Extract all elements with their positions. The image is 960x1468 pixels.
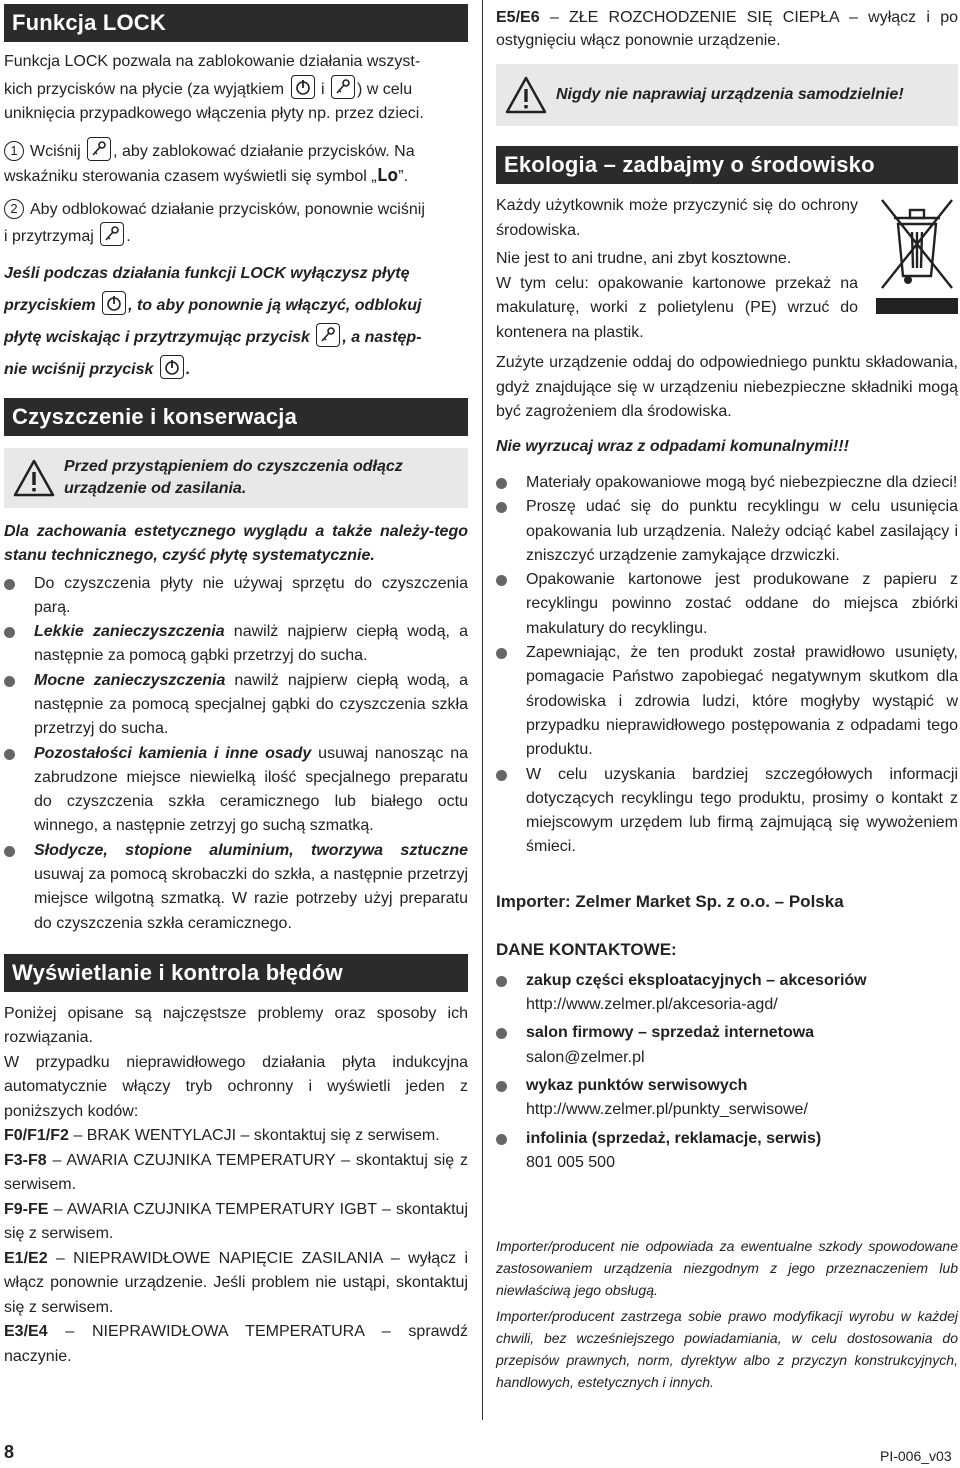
left-column [4,0,468,1369]
contact-phone: 801 005 500 [526,1153,615,1171]
lock-heading: Funkcja LOCK [4,4,468,42]
errors-intro2: W przypadku nieprawidłowego działania płyta indukcyjna automatycznie włączy tryb ochronny i wyświetli jeden z poniższych kodów: [4,1053,468,1120]
importer-line: Importer: Zelmer Market Sp. z o.o. – Polska [496,891,844,911]
lock-intro [4,50,468,127]
cleaning-intro: Dla zachowania estetycznego wyglądu a także należy-tego stanu technicznego, czyść płytę systematycznie. [4,522,468,564]
error-code-row: F3-F8 – AWARIA CZUJNIKA TEMPERATURY – skontaktuj się z serwisem. [4,1151,468,1194]
note-line4b: . [185,360,191,378]
error-code-row: E3/E4 – NIEPRAWIDŁOWA TEMPERATURA – sprawdź naczynie. [4,1323,468,1365]
key-lock-icon [331,75,355,99]
document-id: PI-006_v03 [880,1448,952,1464]
eco-p2: Nie jest to ani trudne, ani zbyt kosztowne. [496,250,792,267]
lock-intro-and: i [320,80,325,98]
step1-text-d: ”. [398,168,409,185]
eco-p5: Nie wyrzucaj wraz z odpadami komunalnymi!!! [496,437,849,455]
step2-text-a: Aby odblokować działanie przycisków, ponownie wciśnij [30,200,425,218]
lock-note [4,258,468,386]
repair-warning-text: Nigdy nie naprawiaj urządzenia samodzielnie! [556,86,904,103]
list-item: Lekkie zanieczyszczenia nawilż najpierw ciepłą wodą, a następnie za pomocą gąbki przetrzyj do sucha. [4,620,468,669]
contact-item [496,1021,958,1070]
contact-label: zakup części eksploatacyjnych – akcesoriów [526,971,867,989]
contact-link[interactable]: http://www.zelmer.pl/punkty_serwisowe/ [526,1101,808,1119]
error-code-row: F0/F1/F2 – BRAK WENTYLACJI – skontaktuj się z serwisem. [4,1127,440,1145]
note-line2b: , to aby ponownie ją włączyć, odblokuj [128,296,422,314]
lock-section [4,50,468,386]
eco-p4: Zużyte urządzenie oddaj do odpowiedniego punktu składowania, gdyż znajdujące się w urządzeniu niebezpieczne składniki mogą być zagrożeniem dla środowiska. [496,354,958,420]
note-line1: Jeśli podczas działania funkcji LOCK wyłączysz płytę [4,264,410,282]
list-item: Zapewniając, że ten produkt został prawidłowo usunięty, pomagacie Państwo zapobiegać negatywnym skutkom dla środowiska i zdrowia ludzi, które mogłyby wystąpić w przypadku nieprawidłowego postępowania z odpadami tego produktu. [496,641,958,762]
footnote-modification: Importer/producent zastrzega sobie prawo modyfikacji wyrobu w każdej chwili, bez wcześniejszego powiadamiania, w celu dostosowania do przepisów prawnych, norm, dyrektyw albo z przyczyn konstrukcyjnych, handlowych, estetycznych i innych. [496,1308,958,1391]
list-item: Mocne zanieczyszczenia nawilż najpierw ciepłą wodą, a następnie za pomocą specjalnej gąbki do czyszczenia szkła przetrzyj do sucha. [4,669,468,742]
eco-p1: Każdy użytkownik może przyczynić się do ochrony środowiska. [496,197,858,239]
eco-p3: W tym celu: opakowanie kartonowe przekaż na makulaturę, worki z polietylenu (PE) wrzuć do kontenera na plastik. [496,274,858,341]
contact-item [496,969,958,1018]
power-key-icon [291,75,315,99]
step2-text-b: i przytrzymaj [4,228,94,245]
right-column [496,0,958,1393]
footnote-liability: Importer/producent nie odpowiada za ewentualne szkody spowodowane zastosowaniem urządzenia niezgodnym z jego przeznaczeniem lub niewłaściwą jego obsługą. [496,1238,958,1299]
warning-icon [496,75,556,115]
contact-email[interactable]: salon@zelmer.pl [526,1048,645,1066]
step1-number: 1 [4,141,24,161]
error-code-row: E5/E6 – ZŁE ROZCHODZENIE SIĘ CIEPŁA – wyłącz i po ostygnięciu włącz ponownie urządzenie. [496,9,958,49]
contact-item [496,1127,958,1176]
key-lock-icon [100,222,124,246]
contact-label: salon firmowy – sprzedaż internetowa [526,1024,815,1042]
step1-text-c: wskaźniku sterowania czasem wyświetli się symbol „ [4,168,377,185]
power-key-icon [102,291,126,315]
list-item: Pozostałości kamienia i inne osady usuwaj nanosząc na zabrudzone miejsce niewielką ilość specjalnego preparatu do czyszczenia szkła ceramicznego lub białego octu winnego, a następnie zetrzyj go suchą szmatką. [4,742,468,839]
step1-text-a: Wciśnij [30,142,81,160]
contact-heading: DANE KONTAKTOWE: [496,940,677,960]
lock-intro-line3: uniknięcia przypadkowego włączenia płyty np. przez dzieci. [4,105,424,122]
note-line2a: przyciskiem [4,296,96,314]
power-key-icon [160,355,184,379]
lock-step2 [4,198,468,250]
contact-item [496,1074,958,1123]
contact-list [496,969,958,1175]
eco-list [496,471,958,860]
note-line4a: nie wciśnij przycisk [4,360,154,378]
step2-text-c: . [126,228,131,245]
weee-bin-icon [876,194,958,321]
cleaning-list [4,572,468,936]
repair-warning-box [496,64,958,126]
key-lock-icon [87,137,111,161]
cleaning-heading: Czyszczenie i konserwacja [4,398,468,436]
column-divider [482,0,483,1420]
list-item: Proszę udać się do punktu recyklingu w celu usunięcia opakowania lub urządzenia. Należy odciąć kabel zasilający i zniszczyć urządzenie zamykające drzwiczki. [496,495,958,568]
step1-text-b: , aby zablokować działanie przycisków. Na [113,142,415,160]
contact-label: wykaz punktów serwisowych [526,1076,748,1094]
error-code-row: F9-FE – AWARIA CZUJNIKA TEMPERATURY IGBT – skontaktuj się z serwisem. [4,1200,468,1243]
list-item: Opakowanie kartonowe jest produkowane z papieru z recyklingu powinno zostać oddane do miejsca zbiórki makulatury do recyklingu. [496,568,958,641]
lock-intro-line2: kich przycisków na płycie (za wyjątkiem [4,80,285,98]
list-item: W celu uzyskania bardziej szczegółowych informacji dotyczących recyklingu tego produktu, prosimy o kontakt z miejscowym urzędem lub firmą zajmującą się wywożeniem śmieci. [496,763,958,860]
note-line3b: , a następ- [342,328,422,346]
key-lock-icon [316,323,340,347]
errors-intro1: Poniżej opisane są najczęstsze problemy oraz sposoby ich rozwiązania. [4,1004,468,1047]
cleaning-warning-box [4,448,468,508]
eco-heading: Ekologia – zadbajmy o środowisko [496,146,958,184]
list-item: Materiały opakowaniowe mogą być niebezpieczne dla dzieci! [496,471,958,495]
lock-intro-tail: ) w celu [357,80,413,98]
error-code-row: E1/E2 – NIEPRAWIDŁOWE NAPIĘCIE ZASILANIA – wyłącz i włącz ponownie urządzenie. Jeśli problem nie ustąpi, skontaktuj się z serwisem. [4,1249,468,1316]
lo-symbol: Lo [376,165,399,186]
errors-section [4,1002,468,1370]
step2-number: 2 [4,199,24,219]
list-item: Słodycze, stopione aluminium, tworzywa sztuczne usuwaj za pomocą skrobaczki do szkła, a następnie przetrzyj miejsce wilgotną szmatką. W razie potrzeby użyj preparatu do czyszczenia szkła ceramicznego. [4,839,468,936]
contact-label: infolinia (sprzedaż, reklamacje, serwis) [526,1129,822,1147]
page-number: 8 [4,1442,15,1462]
list-item: Do czyszczenia płyty nie używaj sprzętu do czyszczenia parą. [4,572,468,621]
errors-heading: Wyświetlanie i kontrola błędów [4,954,468,992]
lock-step1 [4,137,468,190]
eco-section [496,194,958,860]
cleaning-warning-text: Przed przystąpieniem do czyszczenia odłącz urządzenie od zasilania. [64,457,403,497]
contact-link[interactable]: http://www.zelmer.pl/akcesoria-agd/ [526,996,778,1014]
note-line3a: płytę wciskając i przytrzymując przycisk [4,328,310,346]
warning-icon [4,458,64,498]
lock-intro-line1: Funkcja LOCK pozwala na zablokowanie działania wszyst- [4,53,421,70]
